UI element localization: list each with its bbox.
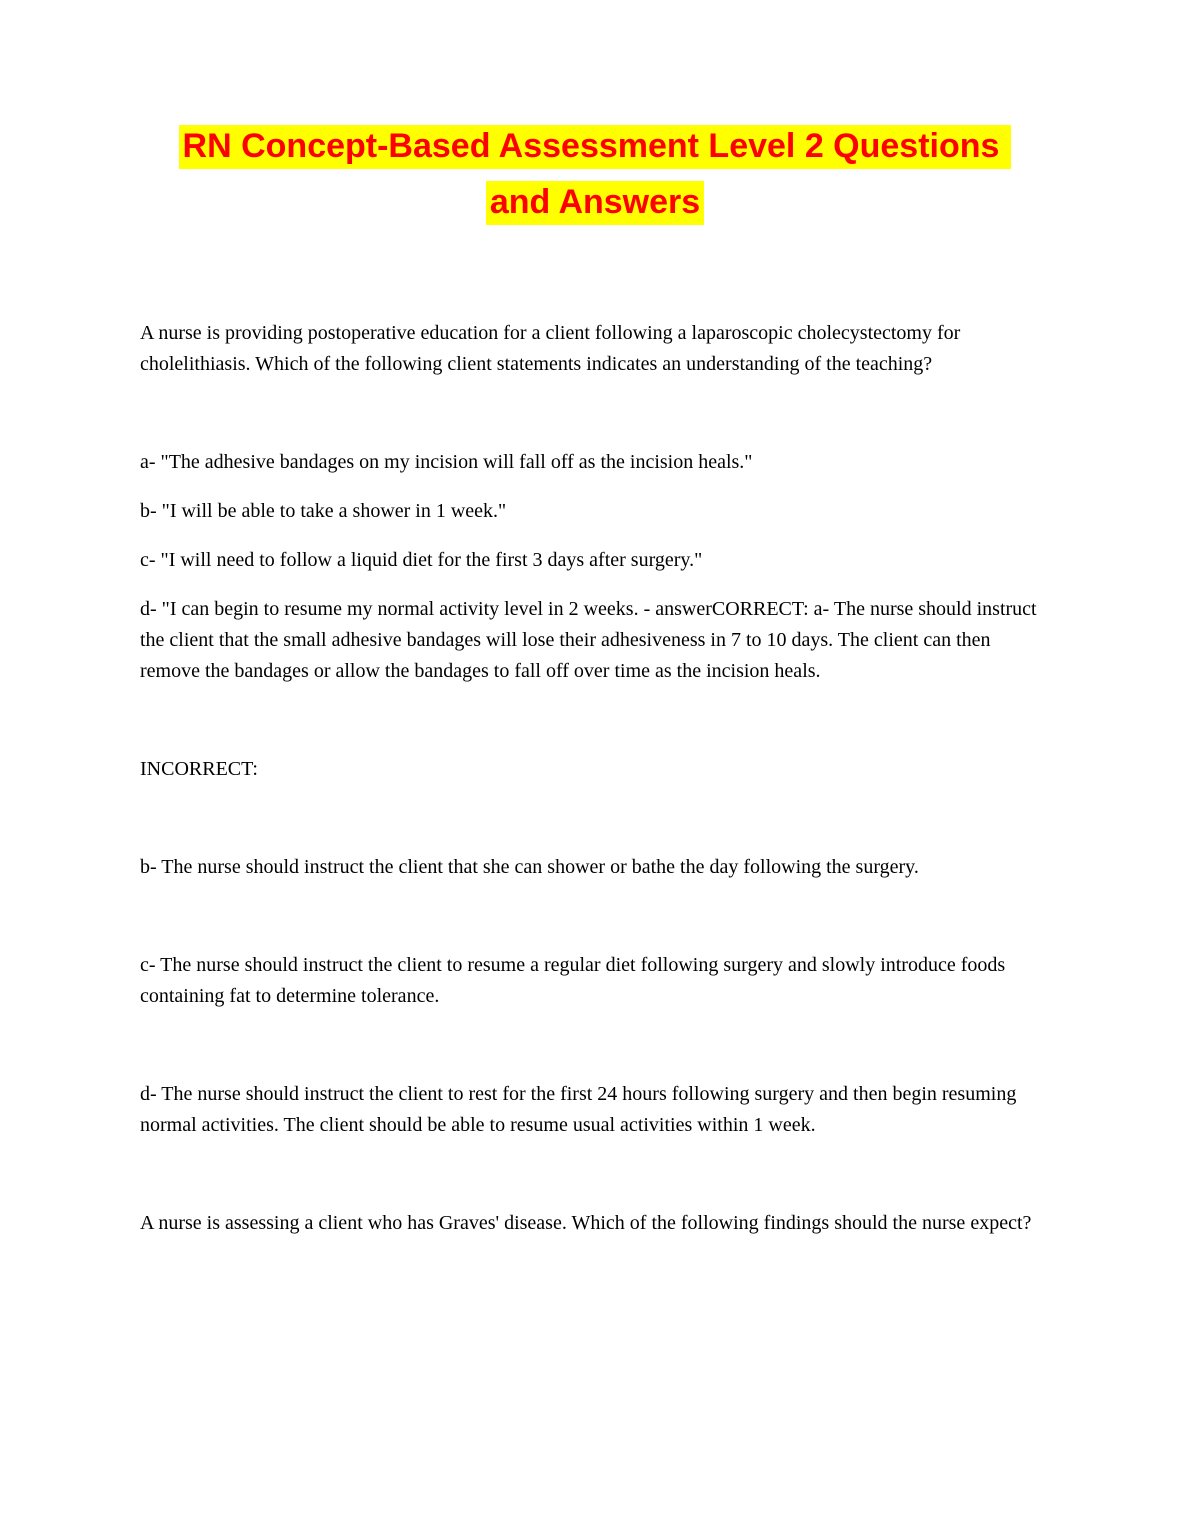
blank-line [140,901,1050,932]
paragraph-option-a: a- "The adhesive bandages on my incision will fall off as the incision heals." [140,451,753,473]
paragraph-option-b: b- "I will be able to take a shower in 1 week." [140,500,507,522]
blank-line [140,803,1050,834]
paragraph-rationale-b: b- The nurse should instruct the client that she can shower or bathe the day following the surgery. [140,856,919,878]
document-title [140,118,1050,230]
paragraph-question-1: A nurse is providing postoperative education for a client following a laparoscopic cholecystectomy for cholelithiasis. Which of the following client statements indicates an understanding of the teaching? [140,322,961,375]
paragraph-question-2: A nurse is assessing a client who has Graves' disease. Which of the following findings should the nurse expect? [140,1212,1032,1234]
paragraph-option-d-answer: d- "I can begin to resume my normal activity level in 2 weeks. - answerCORRECT: a- The nurse should instruct the client that the small adhesive bandages will lose their adhesiveness in 7 to 10 days. The client can then remove the bandages or allow the bandages to fall off over time as the incision heals. [140,598,1037,682]
paragraph-option-c: c- "I will need to follow a liquid diet for the first 3 days after surgery." [140,549,703,571]
paragraph-rationale-d: d- The nurse should instruct the client to rest for the first 24 hours following surgery and then begin resuming normal activities. The client should be able to resume usual activities within 1 week. [140,1083,1017,1136]
document-title-line-1: RN Concept-Based Assessment Level 2 Questions [179,125,1012,169]
document-title-line-2: and Answers [486,181,704,225]
blank-line [140,398,1050,429]
paragraph-incorrect-heading: INCORRECT: [140,758,258,780]
blank-line [140,1159,1050,1190]
blank-line [140,705,1050,736]
document-body [140,318,1050,1239]
paragraph-rationale-c: c- The nurse should instruct the client to resume a regular diet following surgery and slowly introduce foods containing fat to determine tolerance. [140,954,1006,1007]
blank-line [140,1030,1050,1061]
